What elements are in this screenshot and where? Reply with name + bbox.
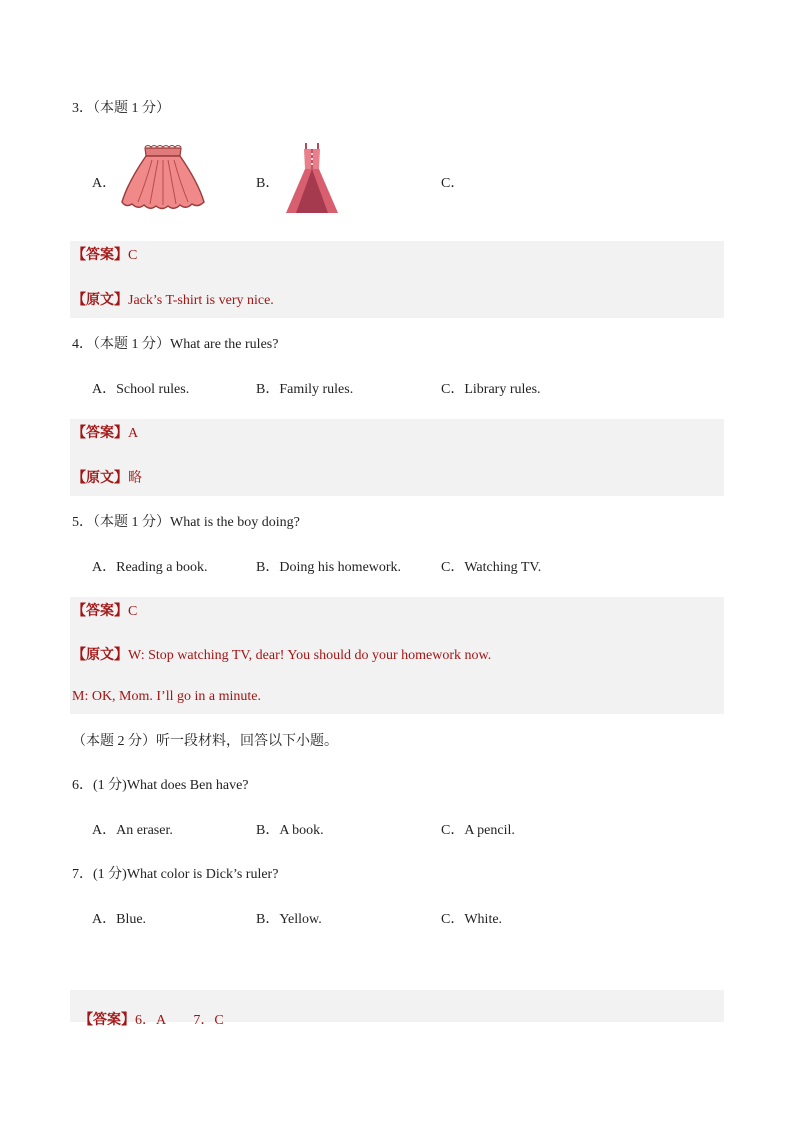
group-intro: （本题 2 分）听一段材料，回答以下小题。 xyxy=(72,734,338,749)
q3-option-a-label: A． xyxy=(92,176,117,191)
script-text: Jack’s T-shirt is very nice. xyxy=(128,293,274,308)
q4-option-b: B．Family rules. xyxy=(256,382,354,397)
q7-option-c: C．White. xyxy=(441,912,503,927)
q5-option-c: C．Watching TV. xyxy=(441,560,542,575)
q6-option-c: C．A pencil. xyxy=(441,823,515,838)
q4-answer-line xyxy=(72,422,138,442)
script-label: 【原文】 xyxy=(72,471,128,486)
dress-image xyxy=(282,141,342,217)
q3-option-b-label: B． xyxy=(256,176,280,191)
q5-question xyxy=(72,511,300,531)
script-text-1: W: Stop watching TV, dear! You should do your homework now. xyxy=(128,648,492,663)
answer-value: A xyxy=(128,426,139,441)
answer-label: 【答案】 xyxy=(72,426,128,441)
q3-number: 3．（本题 1 分） xyxy=(72,101,170,116)
skirt-image xyxy=(118,142,208,214)
script-label: 【原文】 xyxy=(72,293,128,308)
script-text-2: M: OK, Mom. I’ll go in a minute. xyxy=(72,689,261,704)
q7-option-b: B．Yellow. xyxy=(256,912,322,927)
answer-label: 【答案】 xyxy=(72,248,128,263)
answer-value: C xyxy=(128,604,138,619)
q4-option-a: A．School rules. xyxy=(92,382,190,397)
q5-option-b: B．Doing his homework. xyxy=(256,560,402,575)
q5-script-line xyxy=(72,644,491,664)
answer-value: C xyxy=(128,248,138,263)
group-answer-line xyxy=(72,993,224,1029)
q5-option-a: A．Reading a book. xyxy=(92,560,208,575)
script-label: 【原文】 xyxy=(72,648,128,663)
answer-value: 6．A 7．C xyxy=(135,1013,224,1028)
q4-answer-band xyxy=(70,419,724,496)
answer-label: 【答案】 xyxy=(79,1013,135,1028)
q5-number: 5．（本题 1 分） xyxy=(72,515,170,530)
q5-text: What is the boy doing? xyxy=(170,515,300,530)
q3-answer-line xyxy=(72,244,137,264)
q4-script-line xyxy=(72,467,142,487)
q3-script-line xyxy=(72,289,274,309)
q4-question xyxy=(72,333,278,353)
q7-option-a: A．Blue. xyxy=(92,912,147,927)
answer-label: 【答案】 xyxy=(72,604,128,619)
q4-text: What are the rules? xyxy=(170,337,279,352)
script-text: 略 xyxy=(128,471,142,486)
q3-option-c-label: C． xyxy=(441,176,465,191)
q7-question: 7．(1 分)What color is Dick’s ruler? xyxy=(72,867,279,882)
q6-option-a: A．An eraser. xyxy=(92,823,173,838)
q6-question: 6．(1 分)What does Ben have? xyxy=(72,778,249,793)
q4-number: 4．（本题 1 分） xyxy=(72,337,170,352)
q4-option-c: C．Library rules. xyxy=(441,382,541,397)
q6-option-b: B．A book. xyxy=(256,823,324,838)
q5-answer-line xyxy=(72,600,137,620)
